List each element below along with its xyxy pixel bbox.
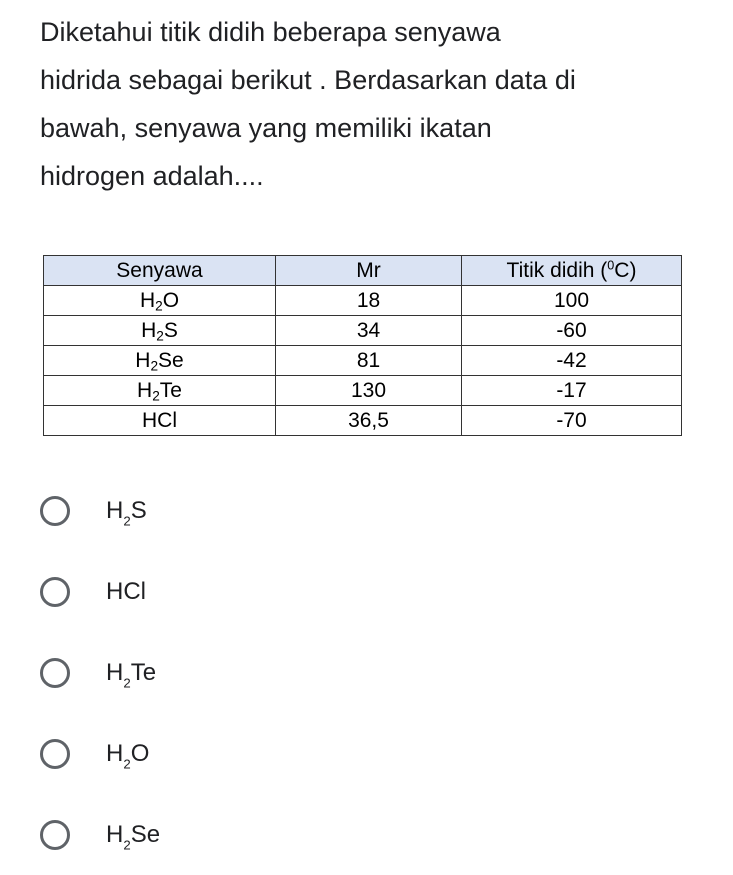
option-label[interactable] bbox=[106, 739, 150, 771]
option-hcl[interactable] bbox=[40, 551, 160, 632]
formula-part: H bbox=[137, 379, 153, 402]
question-line: Diketahui titik didih beberapa senyawa bbox=[40, 17, 501, 47]
formula-part: O bbox=[162, 289, 180, 312]
formula-part: S bbox=[130, 496, 147, 524]
option-label[interactable] bbox=[106, 578, 146, 606]
formula-part: H bbox=[106, 739, 124, 767]
option-label[interactable] bbox=[106, 658, 157, 690]
header-bp-superscript: 0 bbox=[607, 258, 615, 273]
question-line: hidrogen adalah.... bbox=[40, 161, 264, 191]
cell-mr: 34 bbox=[276, 316, 462, 346]
formula-subscript: 2 bbox=[123, 674, 131, 690]
cell-compound bbox=[44, 316, 276, 346]
cell-mr: 18 bbox=[276, 286, 462, 316]
table-row bbox=[44, 286, 682, 316]
formula-subscript: 2 bbox=[156, 328, 164, 344]
table-row bbox=[44, 346, 682, 376]
cell-compound bbox=[44, 286, 276, 316]
question-line: hidrida sebagai berikut . Berdasarkan data di bbox=[40, 65, 576, 95]
formula-part: H bbox=[106, 496, 124, 524]
cell-compound bbox=[44, 406, 276, 436]
option-h2o[interactable] bbox=[40, 713, 160, 794]
formula-part: Se bbox=[130, 820, 161, 848]
cell-mr: 81 bbox=[276, 346, 462, 376]
formula-part: HCl bbox=[142, 409, 177, 432]
cell-compound bbox=[44, 346, 276, 376]
formula-part: H bbox=[135, 349, 151, 372]
answer-options bbox=[40, 470, 160, 875]
cell-boiling-point: -42 bbox=[462, 346, 682, 376]
option-h2se[interactable] bbox=[40, 794, 160, 875]
question-line: bawah, senyawa yang memiliki ikatan bbox=[40, 113, 492, 143]
header-boiling-point bbox=[462, 256, 682, 286]
table-row bbox=[44, 316, 682, 346]
formula-part: Te bbox=[159, 379, 182, 402]
formula-part: Te bbox=[130, 658, 157, 686]
option-label[interactable] bbox=[106, 820, 161, 852]
header-mr: Mr bbox=[276, 256, 462, 286]
formula-subscript: 2 bbox=[155, 298, 163, 314]
header-bp-prefix: Titik didih ( bbox=[506, 259, 608, 282]
header-bp-suffix: C) bbox=[614, 259, 637, 282]
cell-boiling-point: 100 bbox=[462, 286, 682, 316]
option-label[interactable] bbox=[106, 496, 147, 528]
cell-mr: 36,5 bbox=[276, 406, 462, 436]
radio-button[interactable] bbox=[40, 658, 70, 688]
radio-button[interactable] bbox=[40, 496, 70, 526]
cell-boiling-point: -70 bbox=[462, 406, 682, 436]
radio-button[interactable] bbox=[40, 577, 70, 607]
formula-part: H bbox=[106, 658, 124, 686]
cell-mr: 130 bbox=[276, 376, 462, 406]
table-header-row bbox=[44, 256, 682, 286]
cell-boiling-point: -17 bbox=[462, 376, 682, 406]
header-compound: Senyawa bbox=[44, 256, 276, 286]
option-h2s[interactable] bbox=[40, 470, 160, 551]
formula-subscript: 2 bbox=[123, 836, 131, 852]
table-row bbox=[44, 406, 682, 436]
formula-subscript: 2 bbox=[123, 512, 131, 528]
cell-compound bbox=[44, 376, 276, 406]
formula-subscript: 2 bbox=[123, 755, 131, 771]
radio-button[interactable] bbox=[40, 739, 70, 769]
formula-subscript: 2 bbox=[150, 358, 159, 374]
option-h2te[interactable] bbox=[40, 632, 160, 713]
cell-boiling-point: -60 bbox=[462, 316, 682, 346]
formula-part: H bbox=[141, 319, 157, 342]
boiling-point-table bbox=[43, 255, 682, 436]
formula-part: O bbox=[130, 739, 150, 767]
formula-part: H bbox=[106, 820, 124, 848]
formula-subscript: 2 bbox=[152, 388, 160, 404]
table-row bbox=[44, 376, 682, 406]
formula-part: S bbox=[163, 319, 178, 342]
radio-button[interactable] bbox=[40, 820, 70, 850]
question-text bbox=[40, 8, 700, 200]
data-table bbox=[43, 255, 682, 436]
formula-part: H bbox=[139, 289, 156, 312]
formula-part: Se bbox=[158, 349, 184, 372]
formula-part: HCl bbox=[106, 577, 146, 605]
